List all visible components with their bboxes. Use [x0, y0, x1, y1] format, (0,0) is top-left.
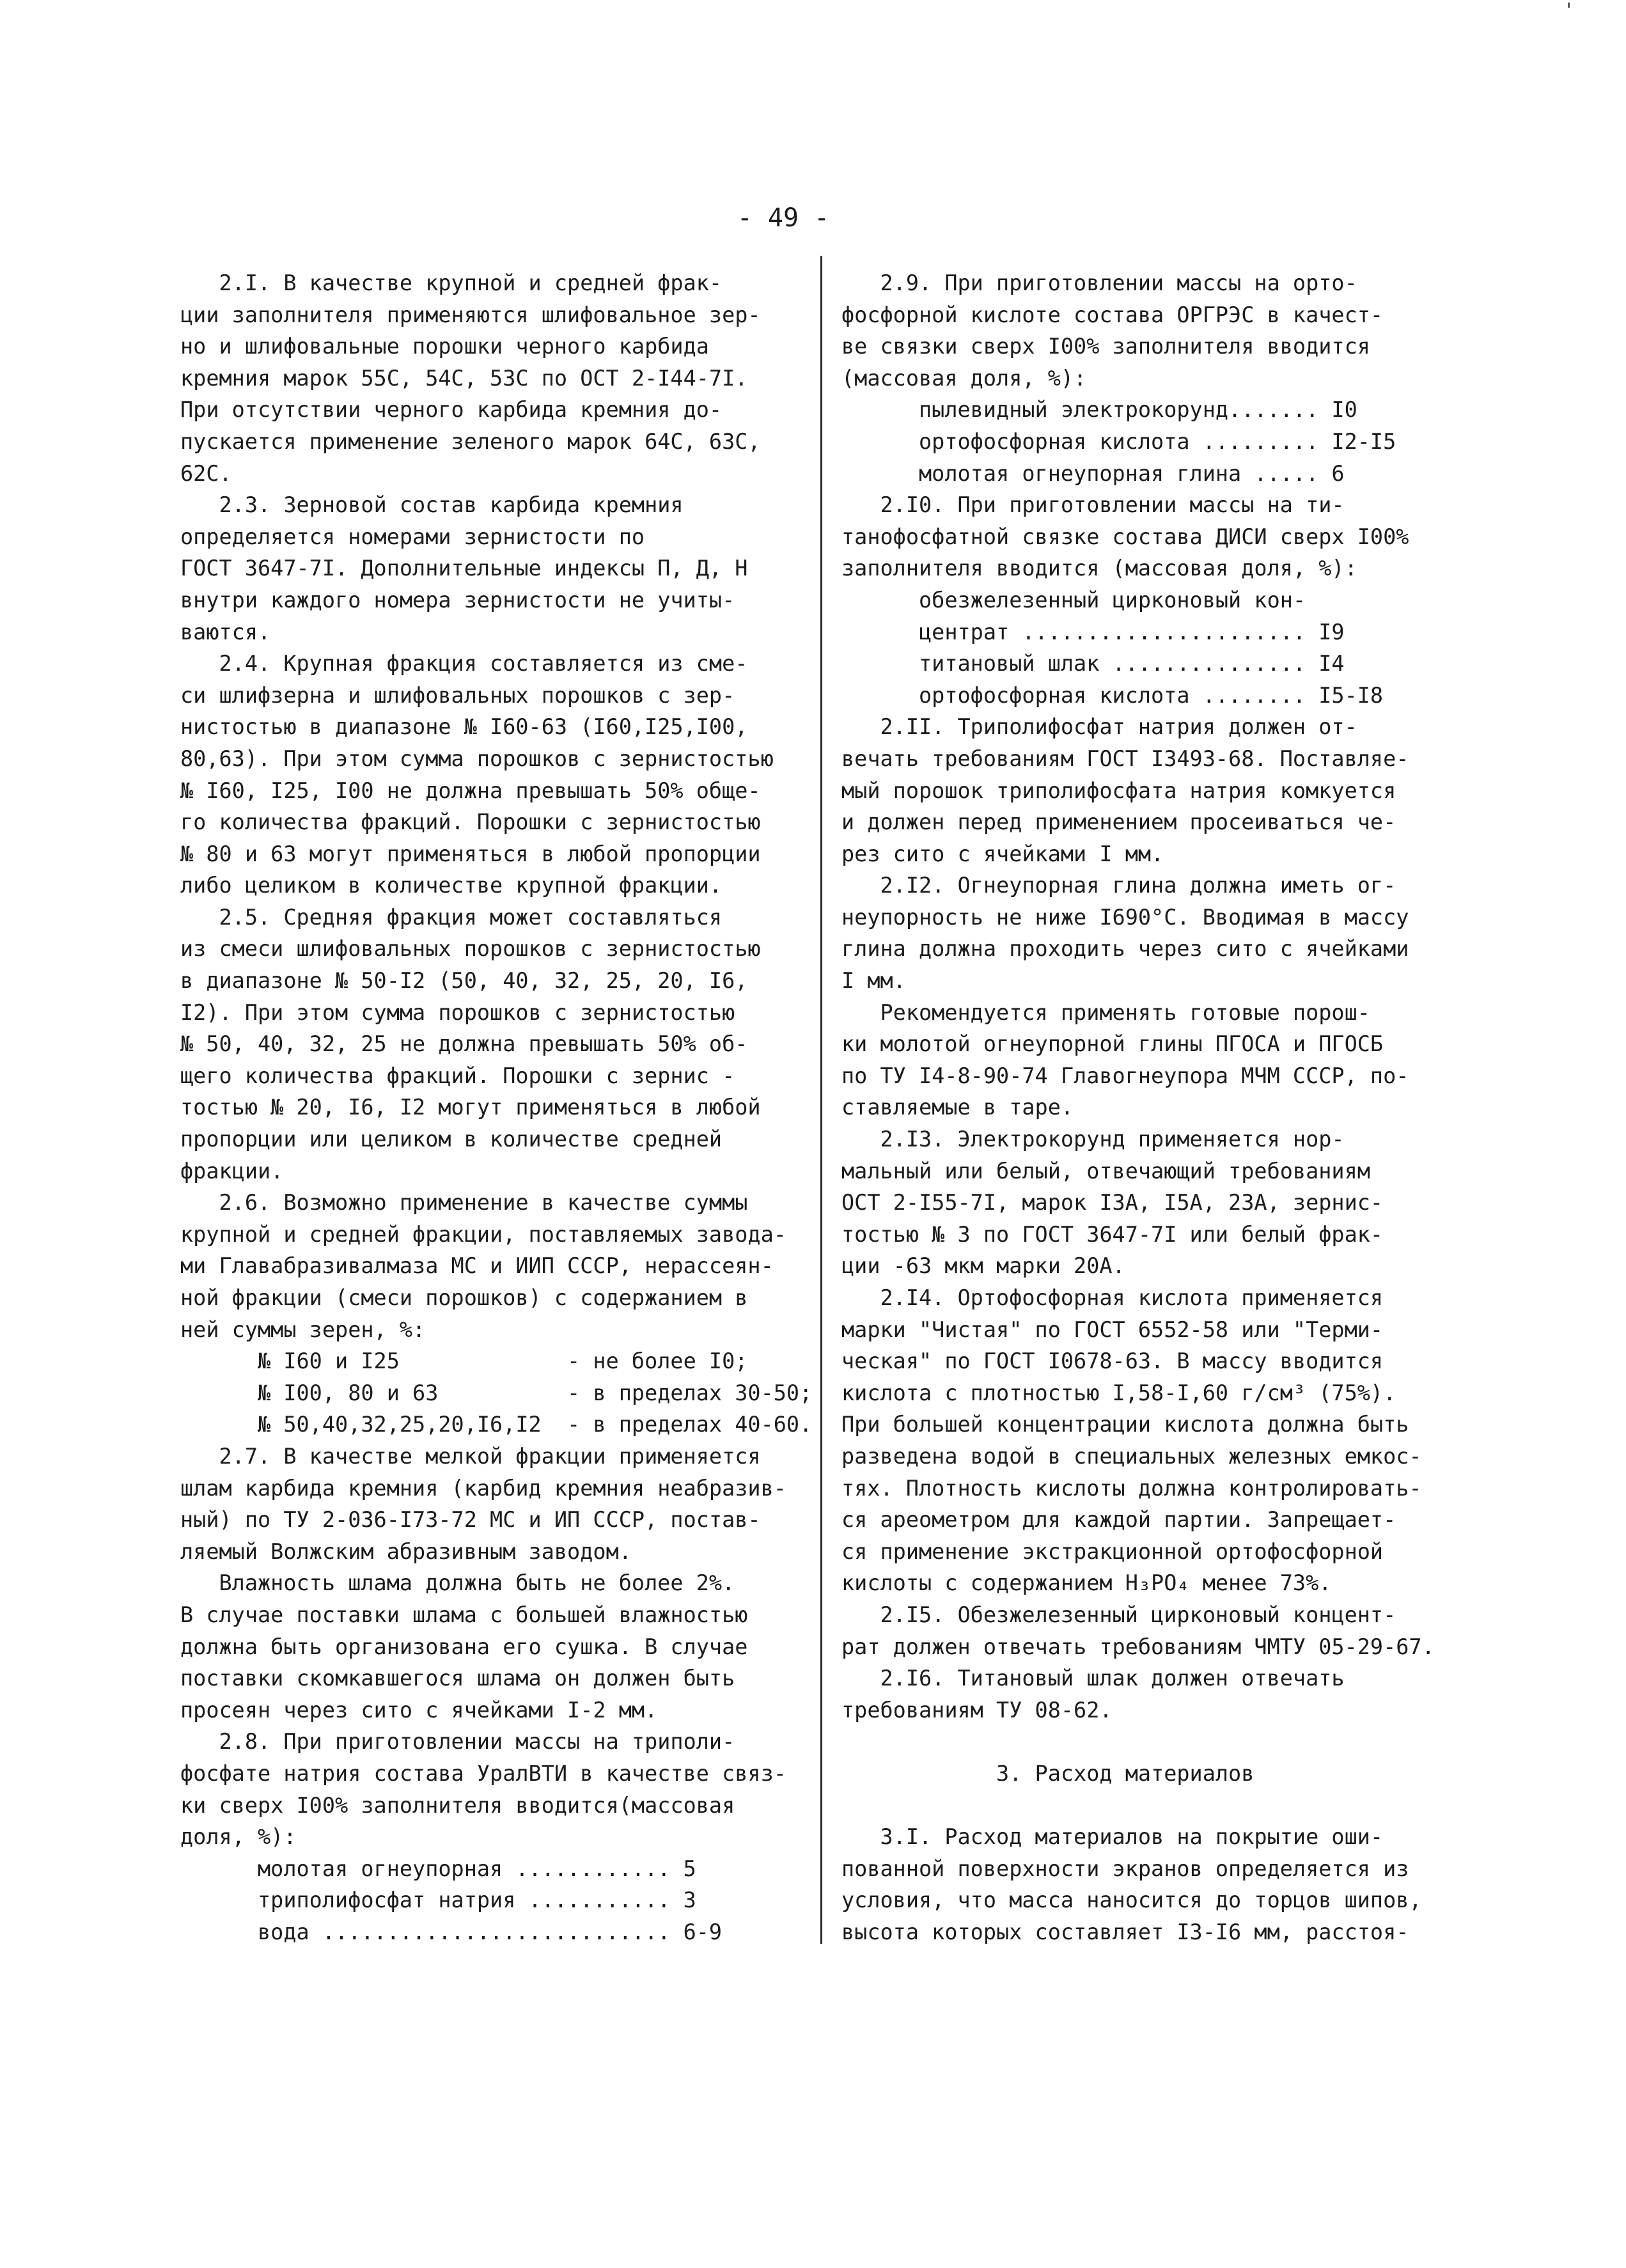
text-line: I мм. [841, 968, 906, 994]
text-line: пускается применение зеленого марок 64С, 63С, [180, 428, 761, 454]
text-line: № I60 и I25 - не более I0; [180, 1349, 748, 1374]
text-line: танофосфатной связке состава ДИСИ сверх I00% [841, 524, 1409, 549]
text-line: вечать требованиям ГОСТ I3493-68. Поставляе- [841, 746, 1409, 771]
text-line: № I00, 80 и 63 - в пределах 30-50; [180, 1380, 813, 1405]
text-line: марки "Чистая" по ГОСТ 6552-58 или "Терми- [841, 1317, 1384, 1342]
text-line: кислоты с содержанием H₃PO₄ менее 73%. [841, 1570, 1332, 1596]
text-line: должна быть организована его сушка. В случае [180, 1634, 748, 1659]
text-line: Влажность шлама должна быть не более 2%. [180, 1570, 735, 1596]
text-line: крупной и средней фракции, поставляемых завода- [180, 1221, 786, 1247]
text-line: по ТУ I4-8-90-74 Главогнеупора МЧМ СССР, по- [841, 1063, 1409, 1088]
text-line: 2.I0. При приготовлении массы на ти- [841, 492, 1345, 518]
text-line: внутри каждого номера зернистости не учиты- [180, 587, 735, 613]
text-line: № I60, I25, I00 не должна превышать 50% обще- [180, 778, 761, 803]
text-line: просеян через сито с ячейками I-2 мм. [180, 1697, 658, 1723]
text-line: ки сверх I00% заполнителя вводится(массовая [180, 1792, 735, 1818]
text-line: ной фракции (смеси порошков) с содержанием в [180, 1285, 748, 1310]
text-line: 2.6. Возможно применение в качестве суммы [180, 1190, 748, 1216]
text-line: фосфате натрия состава УралВТИ в качестве связ- [180, 1760, 786, 1786]
right-column [841, 267, 1471, 1948]
text-line: При большей концентрации кислота должна быть [841, 1412, 1409, 1437]
text-line: 3.I. Расход материалов на покрытие оши- [841, 1824, 1384, 1850]
text-line: 80,63). При этом сумма порошков с зернистостью [180, 746, 774, 771]
text-line: неупорность не ниже I690°С. Вводимая в массу [841, 904, 1409, 930]
text-line: Рекомендуется применять готовые порош- [841, 999, 1370, 1025]
text-line: 2.5. Средняя фракция может составляться [180, 904, 723, 930]
text-line: поставки скомкавшегося шлама он должен быть [180, 1666, 735, 1691]
text-line: либо целиком в количестве крупной фракции. [180, 873, 723, 898]
text-line: ляемый Волжским абразивным заводом. [180, 1538, 632, 1564]
text-line: № 50,40,32,25,20,I6,I2 - в пределах 40-60. [180, 1412, 813, 1437]
text-line: мальный или белый, отвечающий требованиям [841, 1158, 1370, 1184]
text-line: 2.8. При приготовлении массы на триполи- [180, 1729, 735, 1755]
text-line: шлам карбида кремния (карбид кремния неабразив- [180, 1475, 786, 1501]
text-line: 62С. [180, 460, 232, 486]
text-line: 2.4. Крупная фракция составляется из сме- [180, 651, 748, 676]
text-line [841, 1726, 1471, 1758]
text-line: пованной поверхности экранов определяется из [841, 1856, 1409, 1881]
text-line: заполнителя вводится (массовая доля, %): [841, 556, 1357, 581]
text-line: ся ареометром для каждой партии. Запрещает- [841, 1507, 1396, 1533]
text-line: разведена водой в специальных железных емкос- [841, 1443, 1422, 1469]
text-line: кремния марок 55С, 54С, 53С по ОСТ 2-I44-7I. [180, 365, 748, 391]
text-line: 2.I4. Ортофосфорная кислота применяется [841, 1285, 1384, 1310]
text-line [841, 1790, 1471, 1822]
text-line: ортофосфорная кислота ......... I2-I5 [841, 428, 1396, 454]
text-line: доля, %): [180, 1824, 297, 1850]
text-line: си шлифзерна и шлифовальных порошков с зер- [180, 682, 735, 708]
text-line: определяется номерами зернистости по [180, 524, 645, 549]
text-line: I2). При этом сумма порошков с зернистостью [180, 999, 735, 1025]
text-line: 2.I5. Обезжелезенный цирконовый концент- [841, 1602, 1396, 1627]
text-line: но и шлифовальные порошки черного карбида [180, 334, 709, 359]
text-line: ортофосфорная кислота ........ I5-I8 [841, 682, 1384, 708]
text-line: тостью № 20, I6, I2 могут применяться в любой [180, 1095, 761, 1120]
text-line: молотая огнеупорная глина ..... 6 [841, 460, 1345, 486]
text-line: 3. Расход материалов [841, 1760, 1255, 1786]
text-line: рез сито с ячейками I мм. [841, 841, 1164, 866]
text-line: ней суммы зерен, %: [180, 1317, 426, 1342]
text-line: ГОСТ 3647-7I. Дополнительные индексы П, Д, Н [180, 556, 748, 581]
text-line: № 80 и 63 могут применяться в любой пропорции [180, 841, 761, 866]
text-line: мый порошок триполифосфата натрия комкуется [841, 778, 1396, 803]
text-line: вода ........................... 6-9 [180, 1919, 723, 1944]
left-column [180, 267, 813, 1948]
text-line: ОСТ 2-I55-7I, марок I3А, I5А, 23А, зернис- [841, 1190, 1384, 1216]
text-line: фракции. [180, 1158, 284, 1184]
scan-mark [1568, 3, 1570, 8]
text-line: 2.I. В качестве крупной и средней фрак- [180, 270, 723, 295]
text-line: нистостью в диапазоне № I60-63 (I60,I25,I00, [180, 714, 748, 740]
text-line: 2.I6. Титановый шлак должен отвечать [841, 1666, 1345, 1691]
text-line: триполифосфат натрия ........... 3 [180, 1888, 696, 1913]
text-line: 2.7. В качестве мелкой фракции применяется [180, 1443, 761, 1469]
text-line: в диапазоне № 50-I2 (50, 40, 32, 25, 20, I6, [180, 968, 748, 994]
text-line: ции -63 мкм марки 20А. [841, 1253, 1125, 1279]
text-line: тях. Плотность кислоты должна контролировать- [841, 1475, 1422, 1501]
text-line: ве связки сверх I00% заполнителя вводится [841, 334, 1370, 359]
text-line: кислота с плотностью I,58-I,60 г/см³ (75%). [841, 1380, 1396, 1405]
text-line: ся применение экстракционной ортофосфорной [841, 1538, 1384, 1564]
text-line: условия, что масса наносится до торцов шипов, [841, 1888, 1422, 1913]
text-line: ции заполнителя применяются шлифовальное зер- [180, 302, 761, 327]
text-line: № 50, 40, 32, 25 не должна превышать 50% об- [180, 1031, 748, 1057]
text-line: ки молотой огнеупорной глины ПГОСА и ПГОСБ [841, 1031, 1384, 1057]
text-line: рат должен отвечать требованиям ЧМТУ 05-29-67. [841, 1634, 1435, 1659]
text-line: 2.I2. Огнеупорная глина должна иметь ог- [841, 873, 1396, 898]
text-line: из смеси шлифовальных порошков с зернистостью [180, 936, 761, 962]
text-line: ный) по ТУ 2-036-I73-72 МС и ИП СССР, постав- [180, 1507, 761, 1533]
text-line: ческая" по ГОСТ I0678-63. В массу вводится [841, 1349, 1384, 1374]
text-line: ми Главабразивалмаза МС и ИИП СССР, нерассеян- [180, 1253, 774, 1279]
text-line: ставляемые в таре. [841, 1095, 1074, 1120]
column-divider [820, 256, 822, 1944]
text-line: высота которых составляет I3-I6 мм, расстоя- [841, 1919, 1409, 1944]
text-line: пропорции или целиком в количестве средней [180, 1127, 723, 1152]
text-line: тостью № 3 по ГОСТ 3647-7I или белый фрак- [841, 1221, 1384, 1247]
text-line: пылевидный электрокорунд....... I0 [841, 397, 1357, 423]
text-line: молотая огнеупорная ............ 5 [180, 1856, 696, 1881]
text-line: 2.I3. Электрокорунд применяется нор- [841, 1127, 1345, 1152]
text-line: 2.9. При приготовлении массы на орто- [841, 270, 1357, 295]
page-number: - 49 - [737, 203, 830, 233]
text-line: и должен перед применением просеиваться че- [841, 809, 1396, 835]
text-line: требованиям ТУ 08-62. [841, 1697, 1113, 1723]
text-line: В случае поставки шлама с большей влажностью [180, 1602, 748, 1627]
text-line: титановый шлак ............... I4 [841, 651, 1345, 676]
text-line: При отсутствии черного карбида кремния до- [180, 397, 723, 423]
text-line: 2.3. Зерновой состав карбида кремния [180, 492, 684, 518]
text-line: обезжелезенный цирконовый кон- [841, 587, 1306, 613]
text-line: фосфорной кислоте состава ОРГРЭС в качест- [841, 302, 1384, 327]
text-line: ваются. [180, 619, 271, 645]
text-line: (массовая доля, %): [841, 365, 1087, 391]
text-line: 2.II. Триполифосфат натрия должен от- [841, 714, 1357, 740]
text-line: щего количества фракций. Порошки с зернис - [180, 1063, 735, 1088]
text-line: центрат ...................... I9 [841, 619, 1345, 645]
text-line: глина должна проходить через сито с ячейками [841, 936, 1409, 962]
text-line: го количества фракций. Порошки с зернистостью [180, 809, 761, 835]
